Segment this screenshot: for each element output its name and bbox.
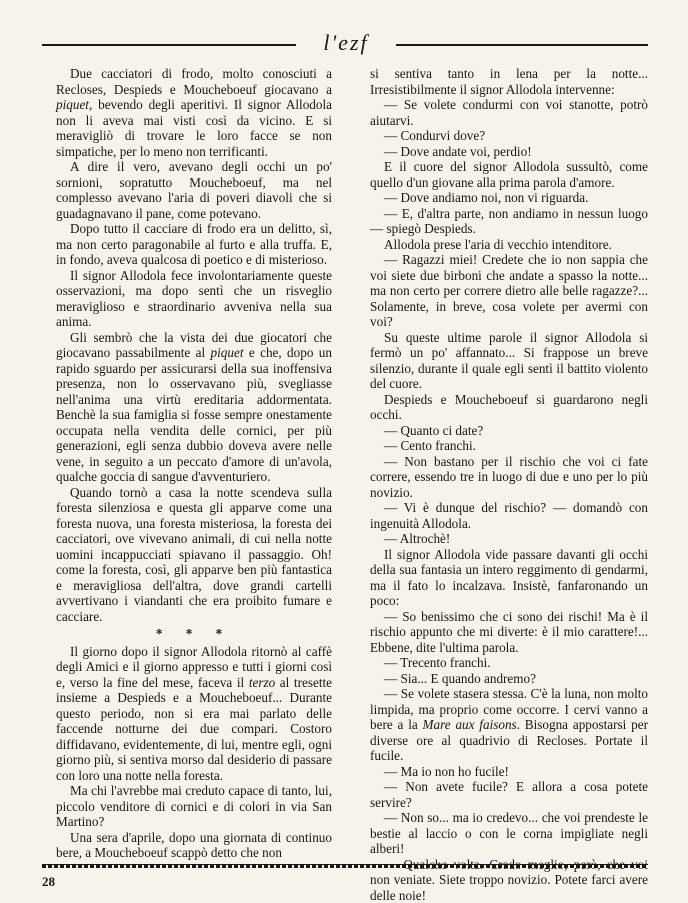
paragraph: — Ma io non ho fucile! bbox=[370, 764, 648, 780]
paragraph: Su queste ultime parole il signor Allodola si fermò un po' affannato... Si frappose un breve silenzio, durante il quale egli sentì il battito violento del cuore. bbox=[370, 330, 648, 392]
paragraph: A dire il vero, avevano degli occhi un po' sornioni, sopratutto Moucheboeuf, ma nel complesso avevano l'aria di poveri diavoli che si guadagnavano il pane, come potevano. bbox=[56, 159, 332, 221]
paragraph: — Quanto ci date? bbox=[370, 423, 648, 439]
section-break: * * * bbox=[56, 626, 332, 642]
paragraph: Dopo tutto il cacciare di frodo era un delitto, sì, ma non certo paragonabile al furto e alla truffa. E, in fondo, aveva qualcosa di poetico e di misterioso. bbox=[56, 221, 332, 268]
paragraph: — Dove andate voi, perdio! bbox=[370, 144, 648, 160]
paragraph: Il giorno dopo il signor Allodola ritornò al caffè degli Amici e il giorno appresso e tutti i giorni così e, verso la fine del mese, faceva il terzo al tresette insieme a Despieds e a Moucheboeuf... Durante questo periodo, non si era mai parlato delle faccende notturne dei due compari. Costoro diffidavano, evidentemente, di lui, mentre egli, ogni giorno più, si sentiva morso dal desiderio di passare con loro una notte nella foresta. bbox=[56, 644, 332, 784]
paragraph: Due cacciatori di frodo, molto conosciuti a Recloses, Despieds e Moucheboeuf giocavano a piquet, bevendo degli aperitivi. Il signor Allodola non li aveva mai visti così da vicino. E si meravigliò di trovare le loro facce se non simpatiche, per lo meno non terrificanti. bbox=[56, 66, 332, 159]
paragraph: — Altrochè! bbox=[370, 531, 648, 547]
paragraph: Allodola prese l'aria di vecchio intenditore. bbox=[370, 237, 648, 253]
paragraph: — Dove andiamo noi, non vi riguarda. bbox=[370, 190, 648, 206]
paragraph: Ma chi l'avrebbe mai creduto capace di tanto, lui, piccolo venditore di cornici e di colori in via San Martino? bbox=[56, 783, 332, 830]
right-column bbox=[370, 66, 648, 903]
paragraph: — E, d'altra parte, non andiamo in nessun luogo — spiegò Despieds. bbox=[370, 206, 648, 237]
italic-term: piquet bbox=[56, 97, 89, 112]
italic-term: terzo bbox=[249, 675, 275, 690]
paragraph: non veniate. Siete troppo novizio. Potete farci avere delle noie! bbox=[370, 857, 648, 903]
paragraph: — Se volete stasera stessa. C'è la luna, non molto limpida, ma proprio come occorre. I cervi vanno a bere a la Mare aux faisons. Bisogna appostarsi per diverse ore al quadrivio di Recloses. Portate il fucile. bbox=[370, 686, 648, 764]
paragraph: E il cuore del signor Allodola sussultò, come quello d'un giovane alla prima parola d'amore. bbox=[370, 159, 648, 190]
header-ornament: l'ezf bbox=[296, 30, 396, 56]
paragraph: — Se volete condurmi con voi stanotte, potrò aiutarvi. bbox=[370, 97, 648, 128]
paragraph: — Vi è dunque del rischio? — domandò con ingenuità Allodola. bbox=[370, 500, 648, 531]
paragraph: — Ragazzi miei! Credete che io non sappia che voi siete due birboni che andate a spasso la notte... ma non certo per correre dietro alle belle ragazze?... Solamente, in breve, cosa volete per avermi con voi? bbox=[370, 252, 648, 330]
paragraph: — Sia... E quando andremo? bbox=[370, 671, 648, 687]
italic-term: piquet bbox=[211, 345, 244, 360]
page-number: 28 bbox=[42, 874, 55, 890]
paragraph: Quando tornò a casa la notte scendeva sulla foresta silenziosa e questa gli apparve come una foresta nuova, una foresta misteriosa, la foresta dei cacciatori, ove vivevano animali, di cui nella notte uomini incappucciati spiavano il passaggio. Oh! come la foresta, così, gli apparve ben più fantastica e meravigliosa dell'altra, dove grandi cartelli avvertivano i viandanti che era proibito fumare e cacciare. bbox=[56, 485, 332, 625]
paragraph: Il signor Allodola vide passare davanti gli occhi della sua fantasia un intero reggimento di gendarmi, ma il fato lo incalzava. Insistè, fanfaronando un poco: bbox=[370, 547, 648, 609]
paragraph: — Trecento franchi. bbox=[370, 655, 648, 671]
paragraph: Una sera d'aprile, dopo una giornata di continuo bere, a Moucheboeuf scappò detto che non bbox=[56, 830, 332, 861]
paragraph: — Non so... ma io credevo... che voi prendeste le bestie al laccio o con le corna impigliate negli alberi! bbox=[370, 810, 648, 857]
paragraph: — Condurvi dove? bbox=[370, 128, 648, 144]
paragraph: Despieds e Moucheboeuf si guardarono negli occhi. bbox=[370, 392, 648, 423]
left-column bbox=[56, 66, 332, 861]
paragraph: — So benissimo che ci sono dei rischi! Ma è il rischio appunto che mi diverte: è il mio carattere!... Ebbene, dite l'ultima parola. bbox=[370, 609, 648, 656]
paragraph: — Cento franchi. bbox=[370, 438, 648, 454]
paragraph: — Non avete fucile? E allora a cosa potete servire? bbox=[370, 779, 648, 810]
paragraph: Il signor Allodola fece involontariamente queste osservazioni, ma dopo sentì che un risveglio meraviglioso e straordinario avveniva nella sua anima. bbox=[56, 268, 332, 330]
paragraph: — Non bastano per il rischio che voi ci fate correre, essendo tre in luogo di due e uno per lo più novizio. bbox=[370, 454, 648, 501]
footer-rule bbox=[42, 864, 648, 868]
paragraph: Gli sembrò che la vista dei due giocatori che giocavano passabilmente al piquet e che, dopo un rapido sguardo per assicurarsi della sua inoffensiva presenza, non lo osservavano più, svegliasse nell'anima una virtù ereditaria addormentata. Benchè la sua famiglia si fosse sempre onestamente occupata nella vendita delle cornici, per più generazioni, egli senza dubbio doveva avere nelle vene, in seguito a un peccato d'amore di un'avola, qualche goccia di sangue d'avventuriero. bbox=[56, 330, 332, 485]
italic-term: Mare aux faisons bbox=[423, 717, 517, 732]
paragraph: si sentiva tanto in lena per la notte... Irresistibilmente il signor Allodola intervenne: bbox=[370, 66, 648, 97]
